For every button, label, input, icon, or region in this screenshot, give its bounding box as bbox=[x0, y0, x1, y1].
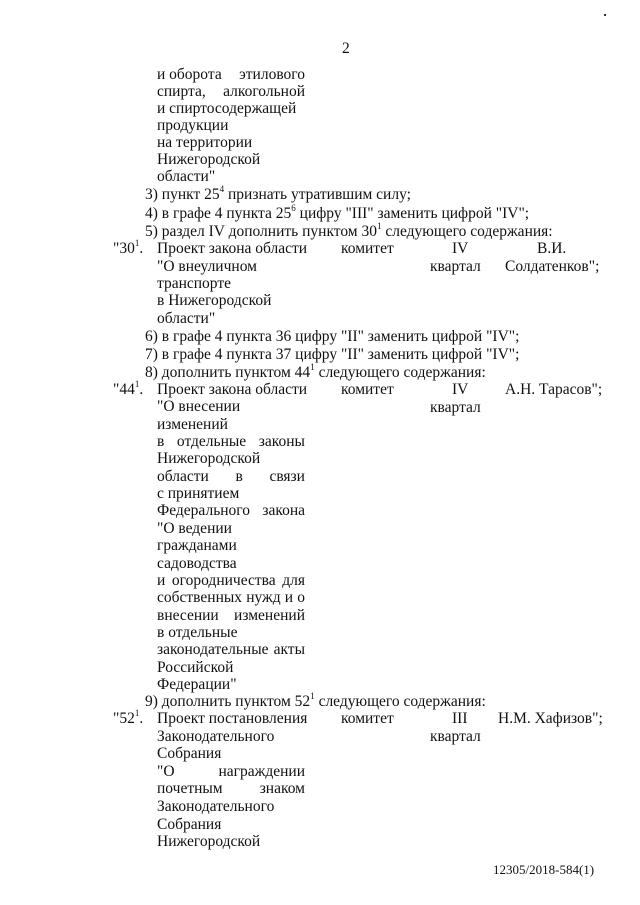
entry-52-when-2: квартал bbox=[430, 728, 481, 745]
word: и bbox=[157, 571, 166, 589]
word: этилового bbox=[239, 66, 305, 83]
entry-30-resp-1: В.И. bbox=[537, 240, 567, 257]
word: закона bbox=[262, 502, 305, 520]
item-9-sup: 1 bbox=[310, 690, 315, 701]
word: в bbox=[157, 433, 165, 451]
item-8-text: 8) дополнить пунктом 44 bbox=[145, 364, 311, 381]
entry-30-dot: . bbox=[139, 240, 144, 257]
entry-44-dot: . bbox=[139, 381, 144, 398]
word: и оборота bbox=[157, 66, 222, 83]
entry-44-title-line: "О ведении bbox=[157, 519, 232, 537]
entry-44-title-line: изменений bbox=[157, 415, 228, 433]
item-5-sup: 1 bbox=[376, 220, 382, 231]
item-8-sup: 1 bbox=[310, 361, 315, 372]
entry-44-title-line: садоводства bbox=[157, 554, 237, 572]
item-3-sup: 4 bbox=[219, 183, 225, 194]
entry-30-num: "30 bbox=[113, 240, 135, 257]
item-3 bbox=[145, 183, 411, 203]
word: в bbox=[235, 467, 243, 485]
entry-30-who: комитет bbox=[341, 240, 394, 257]
cont-line-5: на территории bbox=[157, 134, 253, 151]
entry-44-resp: А.Н. Тарасов"; bbox=[505, 381, 603, 398]
entry-30-when-2: квартал bbox=[430, 258, 481, 275]
word: собственных bbox=[157, 589, 243, 607]
entry-44-title-line: Нижегородской bbox=[157, 450, 261, 468]
word: спирта, bbox=[157, 83, 206, 100]
word: законодательные bbox=[157, 641, 269, 659]
entry-44-when-2: квартал bbox=[430, 399, 481, 416]
entry-44-sup: 1 bbox=[134, 378, 140, 389]
entry-44-title-line: с принятием bbox=[157, 485, 240, 503]
entry-44-title-line bbox=[157, 589, 305, 606]
entry-44-when-1: IV bbox=[452, 381, 469, 398]
word: алкогольной bbox=[223, 83, 305, 100]
page-number: 2 bbox=[342, 40, 350, 57]
entry-44-title-line: в отдельные bbox=[157, 623, 238, 641]
entry-44-title-line: Федерации" bbox=[157, 675, 237, 693]
entry-52-title-line: Нижегородской bbox=[157, 833, 261, 851]
scan-speck bbox=[604, 14, 606, 16]
entry-30-sup: 1 bbox=[134, 237, 140, 248]
item-5-tail: следующего содержания: bbox=[381, 223, 553, 240]
word: внесении bbox=[157, 606, 219, 624]
entry-52-dot: . bbox=[139, 710, 144, 727]
entry-52-title-line: Собрания bbox=[157, 745, 222, 763]
entry-44-title-line: "О внесении bbox=[157, 398, 241, 416]
entry-30-when-1: IV bbox=[452, 240, 469, 257]
word: "О bbox=[157, 762, 175, 780]
item-6: 6) в графе 4 пункта 36 цифру "II" заменить цифрой "IV"; bbox=[145, 328, 520, 345]
word: знаком bbox=[259, 780, 305, 798]
entry-44-number bbox=[113, 378, 144, 398]
item-3-tail: признать утратившим силу; bbox=[224, 186, 411, 203]
entry-30-number bbox=[113, 237, 144, 257]
word: огородничества bbox=[171, 571, 276, 589]
word: изменений bbox=[234, 606, 305, 624]
item-9 bbox=[145, 690, 486, 710]
item-4-sup: 6 bbox=[291, 202, 296, 213]
item-9-tail: следующего содержания: bbox=[314, 693, 486, 710]
cont-line-6: Нижегородской bbox=[157, 151, 261, 168]
entry-52-title-line bbox=[157, 763, 305, 780]
word: награждении bbox=[218, 762, 305, 780]
entry-44-title-line bbox=[157, 468, 305, 485]
entry-30-title-5: области" bbox=[157, 310, 216, 327]
word: о bbox=[297, 589, 305, 607]
entry-30-title-1: Проект закона области bbox=[157, 240, 308, 257]
entry-52-when-1: III bbox=[452, 710, 468, 727]
word: законы bbox=[258, 433, 305, 451]
item-4 bbox=[145, 202, 530, 222]
entry-30-resp-2: Солдатенков"; bbox=[505, 258, 600, 275]
item-9-text: 9) дополнить пунктом 52 bbox=[145, 693, 311, 710]
cont-line-1 bbox=[157, 66, 305, 83]
word: Федерального bbox=[157, 502, 251, 520]
cont-line-4: продукции bbox=[157, 117, 229, 134]
cont-line-3: и спиртосодержащей bbox=[157, 100, 297, 117]
item-7: 7) в графе 4 пункта 37 цифру "II" заменить цифрой "IV"; bbox=[145, 346, 520, 363]
item-5-text: 5) раздел IV дополнить пунктом 30 bbox=[145, 223, 377, 240]
item-5 bbox=[145, 220, 553, 240]
entry-44-title-line bbox=[157, 641, 305, 658]
entry-52-title-line bbox=[157, 780, 305, 797]
entry-52-resp: Н.М. Хафизов"; bbox=[498, 710, 603, 727]
item-4-tail: цифру "III" заменить цифрой "IV"; bbox=[295, 205, 530, 222]
item-8-tail: следующего содержания: bbox=[314, 364, 486, 381]
entry-44-title-line: Проект закона области bbox=[157, 381, 308, 398]
word: области bbox=[157, 467, 209, 485]
entry-44-title-line: гражданами bbox=[157, 537, 237, 555]
entry-52-title-line: Собрания bbox=[157, 815, 222, 833]
cont-line-2 bbox=[157, 83, 305, 100]
entry-52-num: "52 bbox=[113, 710, 135, 727]
entry-44-title-line bbox=[157, 502, 305, 519]
word: и bbox=[284, 589, 294, 607]
entry-52-title-line: Законодательного bbox=[157, 798, 275, 815]
entry-44-title-line bbox=[157, 433, 305, 450]
cont-line-7: области" bbox=[157, 168, 216, 185]
item-3-text: 3) пункт 25 bbox=[145, 186, 220, 203]
entry-30-title-4: в Нижегородской bbox=[157, 292, 272, 309]
word: нужд bbox=[246, 589, 281, 607]
entry-52-title-line: Законодательного bbox=[157, 727, 275, 745]
entry-44-num: "44 bbox=[113, 381, 135, 398]
entry-44-title-line bbox=[157, 572, 305, 589]
entry-44-title-line: Российской bbox=[157, 658, 234, 676]
entry-30-title-2: "О внеуличном bbox=[157, 258, 257, 275]
word: для bbox=[282, 571, 305, 589]
item-8 bbox=[145, 361, 486, 381]
word: отдельные bbox=[176, 433, 247, 451]
entry-44-title-line bbox=[157, 607, 305, 624]
document-code: 12305/2018-584(1) bbox=[493, 862, 595, 877]
word: связи bbox=[269, 467, 305, 485]
word: акты bbox=[273, 641, 305, 659]
word: почетным bbox=[157, 780, 223, 798]
entry-30-title-3: транспорте bbox=[157, 275, 232, 292]
entry-52-sup: 1 bbox=[134, 707, 140, 718]
entry-52-title-line: Проект постановления bbox=[157, 710, 308, 727]
entry-52-who: комитет bbox=[341, 710, 394, 727]
entry-44-who: комитет bbox=[341, 381, 394, 398]
entry-52-number bbox=[113, 707, 144, 727]
item-4-text: 4) в графе 4 пункта 25 bbox=[145, 205, 292, 222]
